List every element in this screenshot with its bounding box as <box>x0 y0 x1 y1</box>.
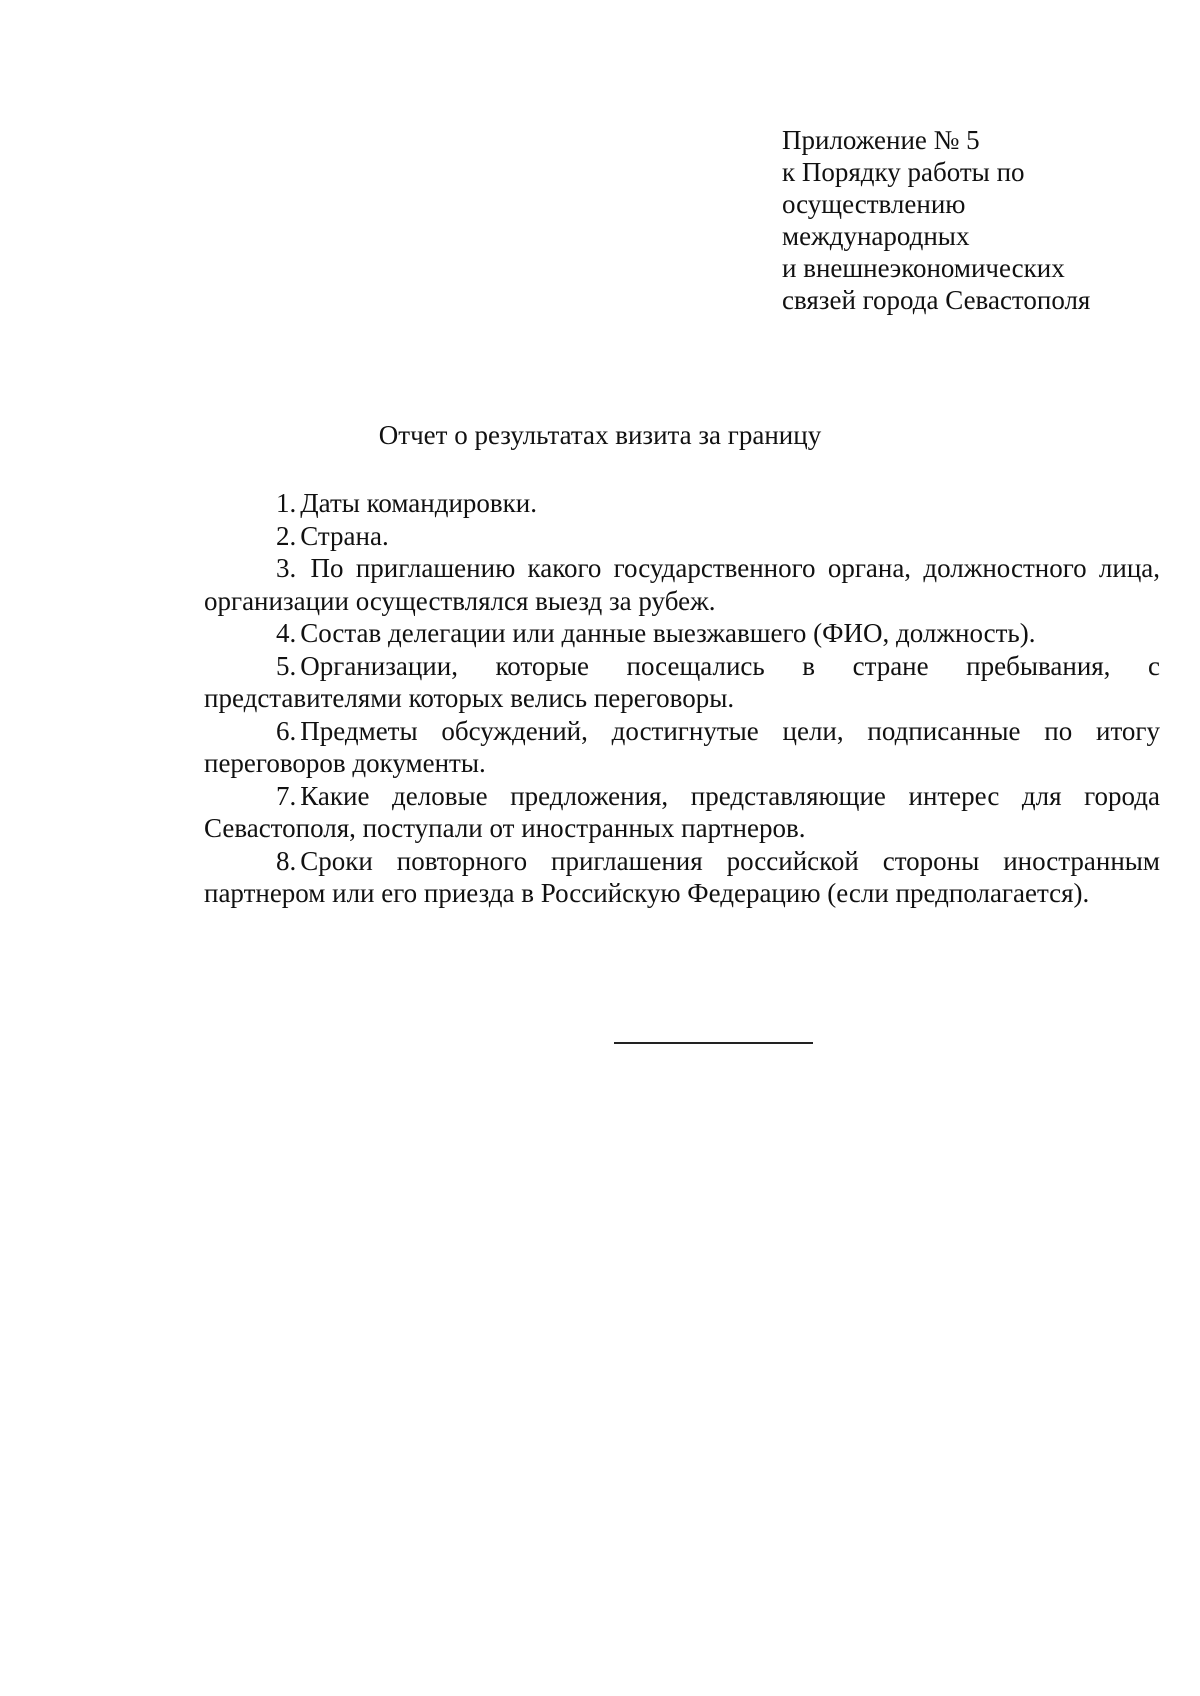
list-item <box>204 780 1160 845</box>
list-item <box>204 650 1160 715</box>
item-text: Даты командировки. <box>300 488 537 518</box>
appendix-line: к Порядку работы по <box>782 157 1025 187</box>
appendix-line: связей города Севастополя <box>782 285 1091 315</box>
item-text: Сроки повторного приглашения российской стороны иностранным партнером или его приезда в Российскую Федерацию (если предполагается). <box>204 845 1160 908</box>
item-number: 6. <box>276 715 297 746</box>
item-number: 1. <box>276 488 297 518</box>
item-number: 7. <box>276 780 297 811</box>
appendix-line: Приложение № 5 <box>782 125 980 155</box>
list-item <box>204 617 1160 650</box>
list-item <box>204 487 1160 520</box>
report-items-list <box>204 487 1160 910</box>
list-item <box>204 552 1160 617</box>
item-text: По приглашению какого государственного органа, должностного лица, организации осуществлялся выезд за рубеж. <box>204 553 1160 616</box>
item-text: Какие деловые предложения, представляющие интерес для города Севастополя, поступали от иностранных партнеров. <box>204 780 1160 843</box>
item-text: Предметы обсуждений, достигнутые цели, подписанные по итогу переговоров документы. <box>204 715 1160 778</box>
appendix-line: и внешнеэкономических <box>782 253 1065 283</box>
appendix-line: осуществлению <box>782 189 966 219</box>
item-number: 2. <box>276 520 297 551</box>
appendix-header <box>782 124 1162 316</box>
closing-rule <box>614 1042 813 1044</box>
item-text: Состав делегации или данные выезжавшего (ФИО, должность). <box>300 618 1036 648</box>
document-title: Отчет о результатах визита за границу <box>378 420 822 450</box>
list-item <box>204 715 1160 780</box>
item-text: Страна. <box>300 520 389 551</box>
list-item <box>204 845 1160 910</box>
item-text: Организации, которые посещались в стране пребывания, с представителями которых велись переговоры. <box>204 650 1160 713</box>
item-number: 3. <box>276 553 297 583</box>
item-number: 4. <box>276 618 297 648</box>
item-number: 5. <box>276 650 297 681</box>
item-number: 8. <box>276 845 297 876</box>
list-item <box>204 520 1160 553</box>
appendix-line: международных <box>782 221 970 251</box>
